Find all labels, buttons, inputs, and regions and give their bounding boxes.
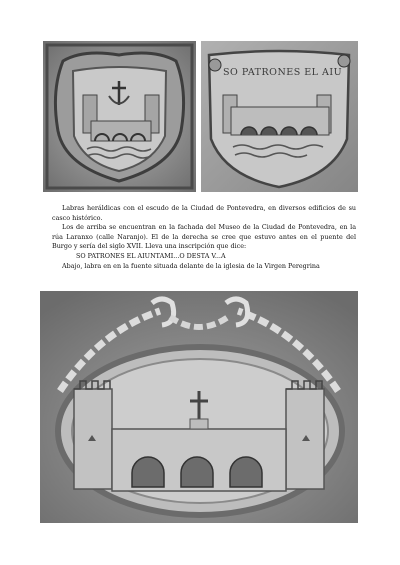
caption-inscription: SO PATRONES EL AIUNTAMI...O DESTA V...A [76,251,226,260]
coat-of-arms-photo-bottom [40,291,358,523]
coat-of-arms-photo-top-right [201,41,358,192]
caption-text-block [52,204,356,271]
coat-of-arms-photo-top-left [43,41,196,192]
caption-paragraph-1: Labras heráldicas con el escudo de la Ciudad de Pontevedra, en diversos edificios de su casco histórico. [52,204,356,222]
shield-inscription: SO PATRONES EL AIU [223,67,343,78]
caption-paragraph-3: Abajo, labra en en la fuente situada delante de la iglesia de la Virgen Peregrina [62,261,320,270]
caption-paragraph-2: Los de arriba se encuentran en la fachada del Museo de la Ciudad de Pontevedra, en la rúa Laranxo (calle Naranjo). El de la derecha se cree que estuvo antes en el puente del Burgo y sería del siglo XVII. Lleva una inscripción que dice: [52,223,356,251]
